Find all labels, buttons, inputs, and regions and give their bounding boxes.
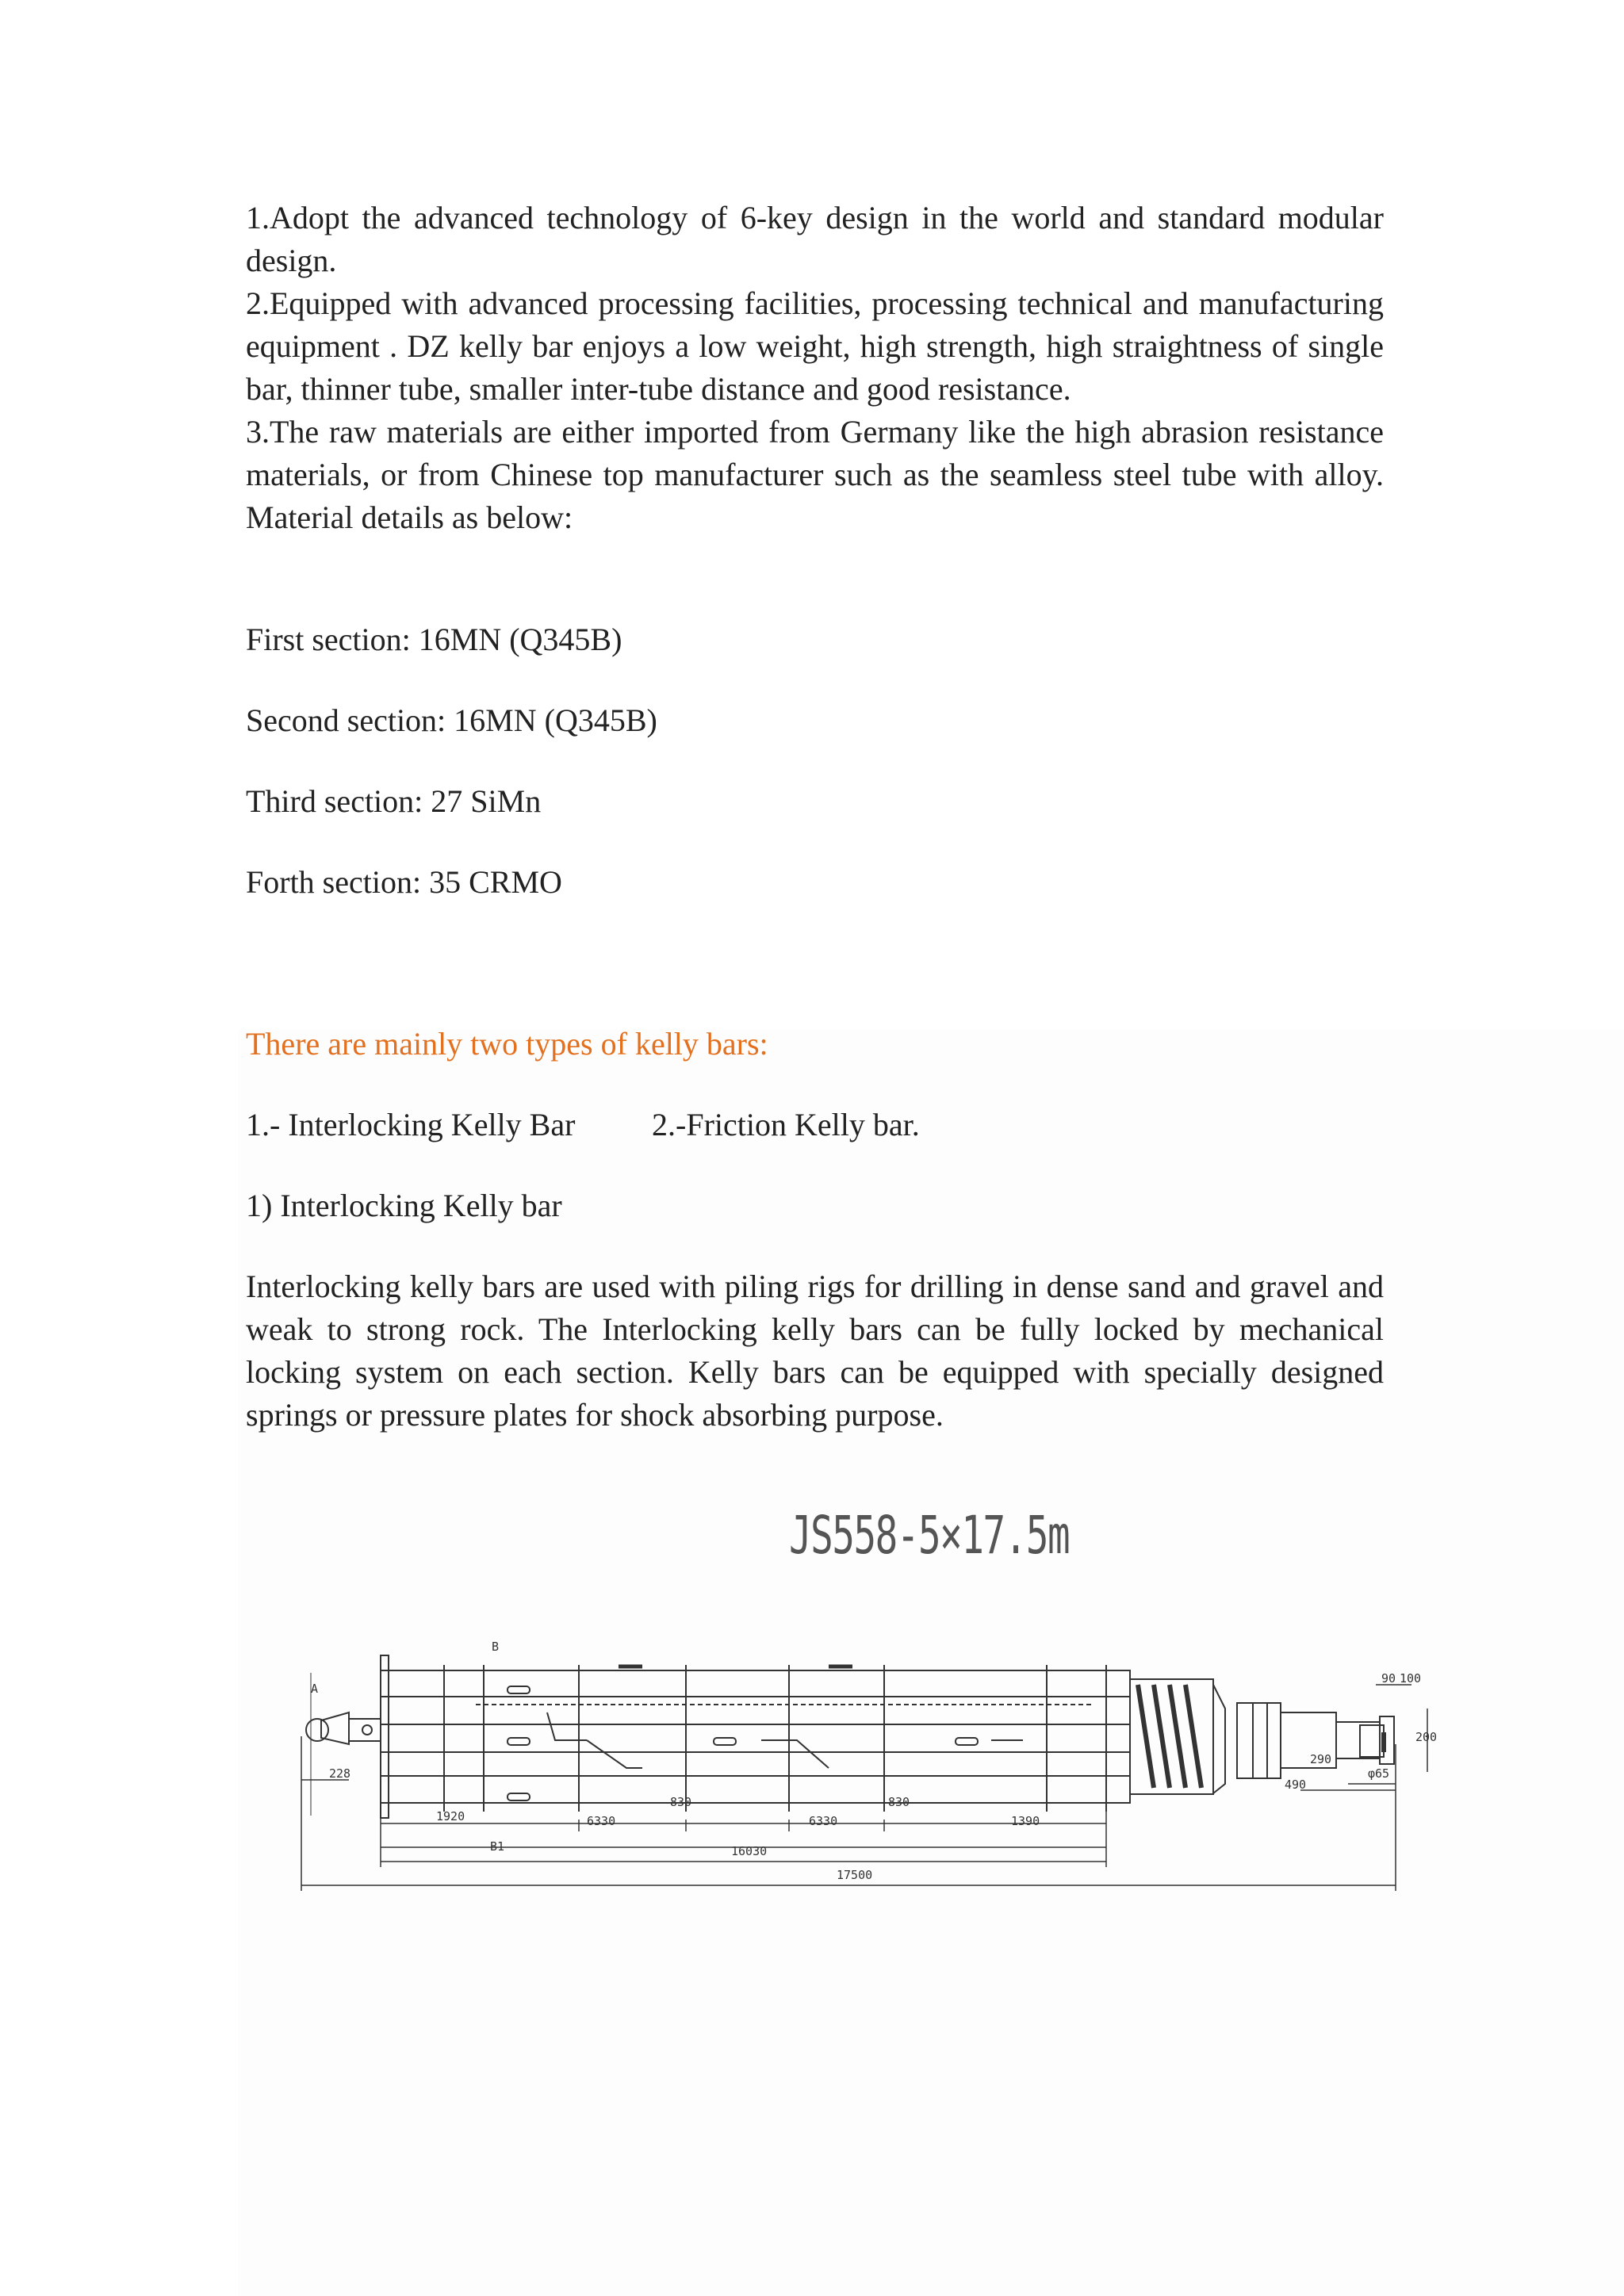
material-item: First section: 16MN (Q345B)	[246, 622, 622, 657]
bearing-block	[1237, 1703, 1281, 1778]
key-slot	[714, 1738, 736, 1745]
point-3: 3.The raw materials are either imported from Germany like the high abrasion resistance materials, or from Chinese top manufacturer such as the seamless steel tube with alloy. Material details as below:	[246, 414, 1384, 535]
types-heading: There are mainly two types of kelly bars:	[246, 1026, 768, 1062]
dim-90: 90	[1381, 1671, 1396, 1686]
outer-tube	[381, 1670, 1130, 1803]
dim-200: 200	[1415, 1730, 1438, 1744]
dim-830-b: 830	[888, 1795, 910, 1809]
dim-16030: 16030	[731, 1844, 768, 1858]
swivel-eye	[306, 1719, 328, 1741]
shaft-neck	[1336, 1722, 1380, 1758]
material-item: Third section: 27 SiMn	[246, 783, 542, 819]
mark-b1: B1	[490, 1839, 505, 1854]
dim-1390: 1390	[1011, 1814, 1040, 1828]
point-1: 1.Adopt the advanced technology of 6-key design in the world and standard modular design.	[246, 200, 1384, 278]
key-slot	[956, 1738, 978, 1745]
point-2: 2.Equipped with advanced processing facilities, processing technical and manufacturing equipment . DZ kelly bar enjoys a low weight, high strength, high straightness of single bar, thinner tube, smaller inter-tube distance and good resistance.	[246, 285, 1384, 407]
type-friction: 2.-Friction Kelly bar.	[652, 1107, 920, 1142]
material-item: Second section: 16MN (Q345B)	[246, 702, 657, 738]
interlocking-heading: 1) Interlocking Kelly bar	[246, 1188, 562, 1223]
flange	[381, 1655, 389, 1818]
type-interlocking: 1.- Interlocking Kelly Bar	[246, 1107, 576, 1142]
dim-phi65: φ65	[1368, 1766, 1390, 1781]
key-slot	[508, 1686, 530, 1693]
dim-6330-b: 6330	[809, 1814, 838, 1828]
lock-ramp	[547, 1712, 587, 1740]
dim-1920: 1920	[436, 1809, 465, 1823]
material-item: Forth section: 35 CRMO	[246, 864, 562, 900]
lock-ramp	[587, 1740, 642, 1768]
spring-cap	[1213, 1685, 1225, 1793]
drawing-title: JS558-5×17.5m	[789, 1505, 1070, 1566]
key-slot	[508, 1738, 530, 1745]
dim-830-a: 830	[670, 1795, 692, 1809]
dim-100: 100	[1400, 1671, 1422, 1686]
key-slot	[508, 1793, 530, 1800]
spring-coils	[1138, 1685, 1201, 1788]
dim-290: 290	[1310, 1752, 1332, 1766]
lock-ramp	[761, 1740, 829, 1768]
dim-6330-a: 6330	[587, 1814, 616, 1828]
dim-228: 228	[329, 1766, 351, 1781]
dim-17500: 17500	[837, 1868, 873, 1882]
swivel-body	[321, 1712, 349, 1744]
swivel-pin	[362, 1725, 372, 1735]
dim-490: 490	[1285, 1777, 1307, 1792]
interlocking-description: Interlocking kelly bars are used with piling rigs for drilling in dense sand and gravel and weak to strong rock. The Interlocking kelly bars can be fully locked by mechanical locking system on each section. Kelly bars can be equipped with specially designed springs or pressure plates for shock absorbing purpose.	[246, 1269, 1384, 1433]
mark-b: B	[492, 1640, 500, 1654]
mark-a: A	[311, 1682, 319, 1696]
